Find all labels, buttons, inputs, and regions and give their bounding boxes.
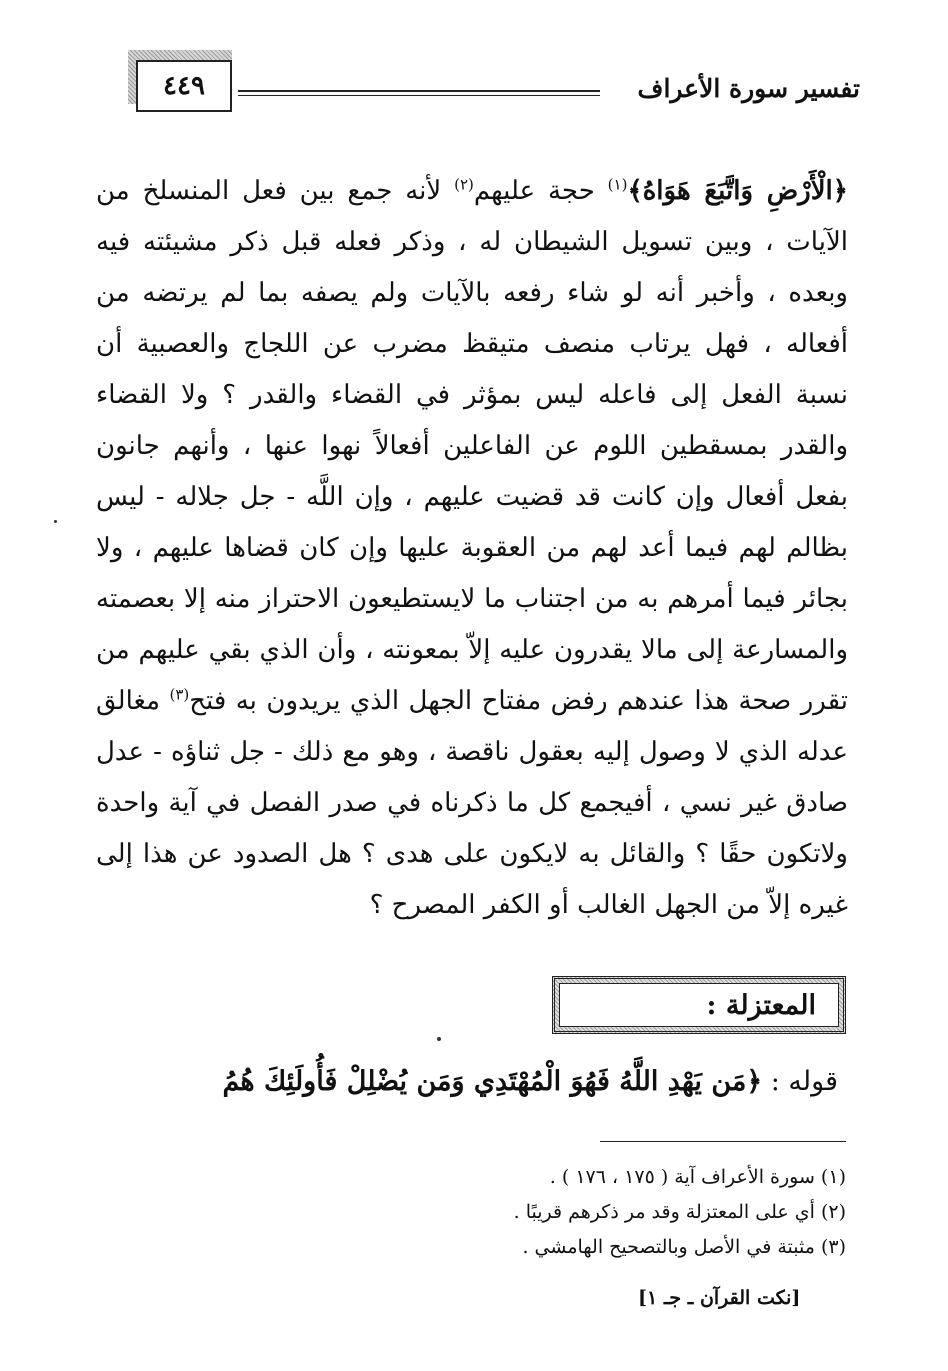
quran-fragment: ﴿الْأَرْضِ وَاتَّبَعَ هَوَاهُ﴾	[627, 176, 848, 206]
printer-signature: [نكت القرآن ـ جـ ١]	[638, 1287, 801, 1309]
footnote-separator	[600, 1141, 846, 1142]
section-heading-inner	[559, 983, 839, 1027]
footnote-1: (١) سورة الأعراف آية ( ١٧٥ ، ١٧٦ ) .	[549, 1166, 846, 1188]
header-rule	[238, 90, 600, 92]
section-heading-frame	[552, 976, 846, 1034]
footnotes-list	[514, 1160, 846, 1265]
footnote-2: (٢) أي على المعتزلة وقد مر ذكرهم قريبًا .	[513, 1201, 846, 1223]
running-header-title: تفسير سورة الأعراف	[637, 74, 860, 103]
header-rule-thin	[238, 95, 600, 96]
section-heading: المعتزلة :	[706, 989, 816, 1021]
ink-dot	[437, 1037, 441, 1041]
footnote-ref-2: (٢)	[454, 175, 474, 194]
body-text-part-1: حجة عليهم	[473, 176, 608, 206]
quote-intro: قوله :	[762, 1066, 838, 1097]
footnote-ref-3: (٣)	[169, 685, 190, 704]
footnote-3: (٣) مثبتة في الأصل وبالتصحيح الهامشي .	[522, 1236, 846, 1258]
margin-dot	[54, 520, 57, 523]
page-number: ٤٤٩	[163, 71, 205, 101]
body-text-part-3: مغالق عدله الذي لا وصول إليه بعقول ناقصة ، وهو مع ذلك - جل ثناؤه - عدل صادق غير نسي ، أفيجمع كل ما ذكرناه في صدر الفصل في آية واحدة ولاتكون حقًا ؟ والقائل به لايكون على هدى ؟ هل الصدود عن هذا إلى غيره إلاّ من الجهل الغالب أو الكفر المصرح ؟	[96, 686, 848, 920]
body-text-part-2: لأنه جمع بين فعل المنسلخ من الآيات ، وبين تسويل الشيطان له ، وذكر فعله قبل ذكر مشيئته فيه وبعده ، وأخبر أنه لو شاء رفعه بالآيات ولم يصفه بما لم يرتضه من أفعاله ، فهل يرتاب منصف متيقظ مضرب عن اللجاج والعصبية أن نسبة الفعل إلى فاعله ليس بمؤثر في القضاء والقدر ؟ ولا القضاء والقدر بمسقطين اللوم عن الفاعلين أفعالاً نهوا عنها ، وأنهم جانون بفعل أفعال وإن كانت قد قضيت عليهم ، وإن اللَّه - جل جلاله - ليس بظالم لهم فيما أعد لهم من العقوبة عليها وإن كان قضاها عليهم ، ولا بجائر فيما أمرهم به من اجتناب ما لايستطيعون الاحتراز منه إلا بعصمته والمسارعة إلى مالا يقدرون عليه إلاّ بمعونته ، وأن الذي بقي عليهم من تقرر صحة هذا عندهم رفض مفتاح الجهل الذي يريدون به فتح	[96, 176, 848, 716]
footnote-ref-1: (١)	[607, 175, 628, 194]
quran-verse: ﴿مَن يَهْدِ اللَّهُ فَهُوَ الْمُهْتَدِي وَمَن يُضْلِلْ فَأُولَئِكَ هُمُ	[222, 1066, 763, 1097]
body-paragraph	[96, 166, 848, 931]
quote-line	[222, 1062, 838, 1102]
page-number-box	[136, 60, 232, 112]
